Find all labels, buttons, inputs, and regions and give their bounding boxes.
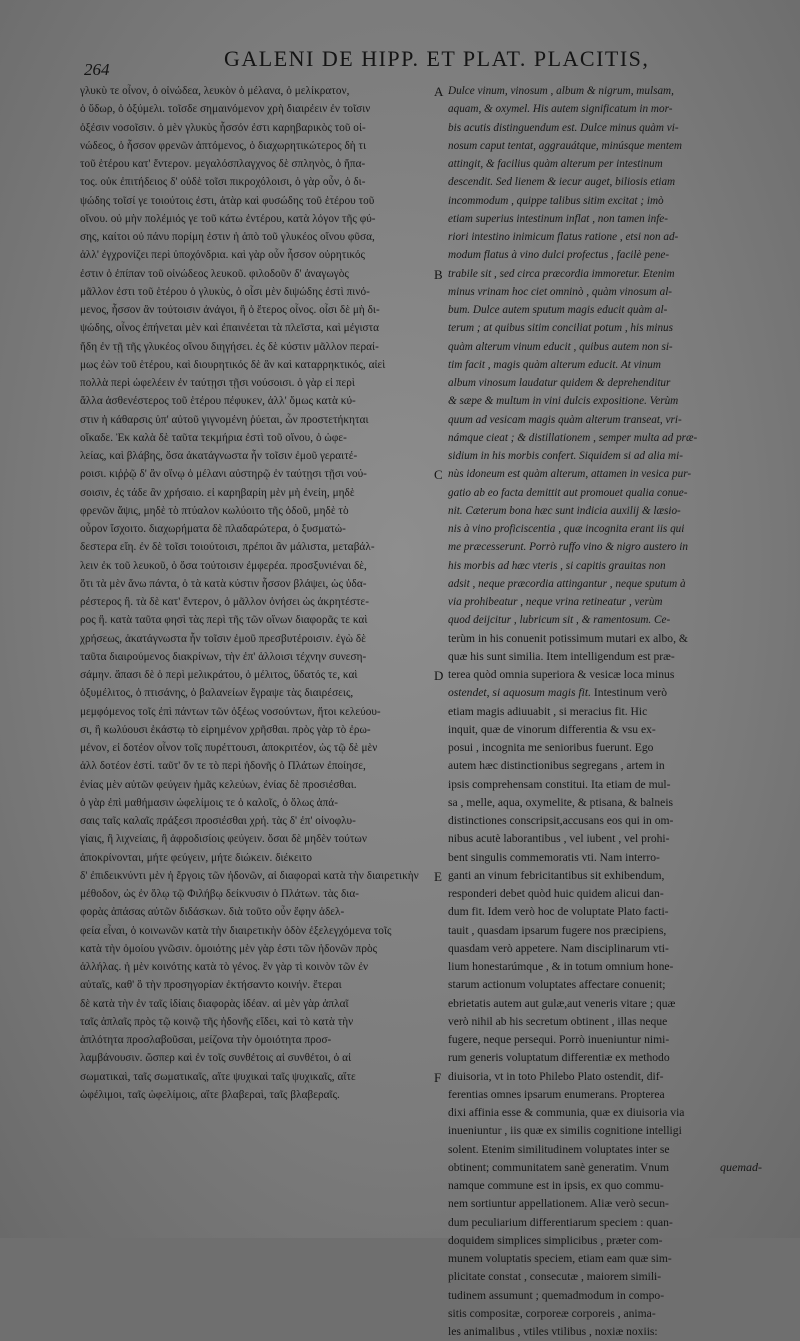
text-line: descendit. Sed lienem & iecur auget, biliosis etiam — [448, 176, 676, 189]
text-line: & sæpe & multum in vini dulcis expositione. Verùm — [448, 395, 679, 408]
text-line: adsit , neque præcordia attingantur , neque sputum à — [448, 577, 686, 590]
text-line: ὀξυμέλιτος, ὁ πτισάνης, ὁ βαλανείων ἔγραψε τὰς διαιρέσεις, — [80, 687, 354, 700]
text-line: quod deijcitur , lubricum sit , & ramentosum. Ce- — [448, 614, 671, 627]
text-line: ὅτι τὰ μὲν ἄνω πάντα, ὁ τὰ κατὰ κύστιν ἧσσον βλάψει, ὡς ὑδα- — [80, 577, 367, 590]
text-line: terùm in his conuenit potissimum mutari ex albo, & — [448, 631, 688, 645]
text-line: quæ his sunt similia. Item intelligendum est præ- — [448, 649, 675, 663]
text-line: plicitate constat , consecutæ , maiorem simili- — [448, 1270, 662, 1284]
text-line: φορὰς ἁπάσας αὐτῶν διδάσκων. διὰ τοῦτο οὖν ἔφην ἀδελ- — [80, 906, 345, 919]
text-line: μένον, εἰ δοτέον οἶνον τοῖς πυρέττουσι, ἀποκριτέον, ὡς τῷ δὲ μὲν — [80, 742, 378, 754]
text-line: obtinent; communitatem sanè generatim. Vnum — [448, 1160, 669, 1174]
text-line: ὀξέσιν νοσοῖσιν. ὁ μὲν γλυκὺς ἧσσόν ἐστι καρηβαρικὸς τοῦ οἰ- — [80, 121, 366, 134]
text-line: munem voluptatis speciem, etiam eam quæ sim- — [448, 1252, 672, 1265]
text-line: ἀποκρίνονται, μήτε φεύγειν, μήτε διώκειν. διέκειτο — [80, 851, 313, 864]
text-line: ἀλλήλας. ἡ μὲν κοινότης κατὰ τὸ γένος. ἓν γὰρ τὶ κοινὸν τῶν ἐν — [80, 961, 369, 973]
text-line: nem sortiuntur appellationem. Aliæ verò secun- — [448, 1197, 669, 1211]
text-line: μενος, ἧσσον ἂν τούτοισιν ἀνάγοι, ἢ ὁ ἕτερος οἶνος. οἷσι δὲ μὴ δι- — [80, 304, 380, 316]
text-line: ἀλλ' ἐγχρονίζει περὶ ὑποχόνδρια. καὶ γὰρ οὖν ἧσσον οὐρητικός — [80, 249, 365, 262]
text-line: πολλὰ περὶ ὠφελέειν ἐν ταύτῃσι τῇσι νούσοισι. ὁ γὰρ εἰ περὶ — [80, 377, 355, 389]
text-line: μέθοδον, ὡς ἐν ὅλῳ τῷ Φιλήβῳ δείκνυσιν ὁ Πλάτων. τὰς δια- — [80, 888, 360, 900]
text-line: sitis compositæ, corporeæ corporeis , anima- — [448, 1306, 656, 1320]
text-line: γλυκὺ τε οἶνον, ὁ οἰνώδεα, λευκὸν ὁ μέλανα, ὁ μελίκρατον, — [80, 85, 350, 97]
text-line: quàm alterum vinum educit , quibus autem non si- — [448, 340, 673, 353]
text-line: bum. Dulce autem sputum magis educit quàm al- — [448, 304, 668, 316]
text-line: trabile sit , sed circa præcordia immoretur. Etenim — [448, 267, 675, 280]
section-marker-d: D — [434, 668, 444, 683]
text-line: ἁπλότητα προσλαβοῦσαι, μείζονα τὴν ὁμοιότητα προσ- — [80, 1034, 332, 1046]
running-title: GALENI DE HIPP. ET PLAT. PLACITIS, — [224, 46, 650, 71]
text-line: ψώδης, οἶνος ἐπήνεται μὲν καὶ ἐπαινέεται τὰ πλεῖστα, καὶ μέγιστα — [80, 322, 380, 335]
text-line: incommodum , quippe talibus sitim excitat ; imò — [448, 194, 664, 207]
section-marker-a: A — [434, 84, 444, 99]
text-line: album vinosum laudatur quidem & deprehenditur — [448, 377, 671, 389]
latin-mixed-block — [448, 630, 773, 685]
text-line: ρέστερος ἢ. τὰ δὲ κατ' ἔντερον, ὁ μᾶλλον ὀνήσει ὡς ἀκρητέστε- — [80, 596, 370, 608]
section-marker-c: C — [434, 467, 443, 483]
text-line: tudinem assumunt ; quemadmodum in compo- — [448, 1288, 665, 1302]
text-line: αὐταῖς, καθ' ὃ τὴν προσηγορίαν ἐκτήσαντο κοινήν. ἕτεραι — [80, 979, 342, 992]
text-line: δὲ κατὰ τὴν ἐν ταῖς ἰδίαις διαφορὰς ἰδέαν. αἱ μὲν γὰρ ἁπλαῖ — [80, 997, 349, 1010]
text-line: σοισιν, ἐς τάδε ἂν χρήσαιο. εἰ καρηβαρίη μὲν μὴ ἐνείη, μηδὲ — [80, 486, 355, 499]
text-line: dum fit. Idem verò hoc de voluptate Plato facti- — [448, 905, 669, 919]
text-line: οἴκαδε. Ἐκ καλὰ δὲ ταῦτα τεκμήρια ἐστὶ τοῦ οἴνου, ὁ ὠφε- — [80, 431, 347, 444]
text-line: námque cieat ; & distillationem , semper multa ad præ- — [448, 431, 698, 444]
text-line: ροισι. κιῤῥῷ δ' ἂν οἴνῳ ὁ μέλανι αὐστηρῷ ἐν ταύτῃσι τῇσι νού- — [80, 468, 367, 481]
text-line: χρήσεως, ἀκατάγνωστα ἦν τοῖσιν ἐμοῦ πρεσβυτέροισιν. ἐγὼ δὲ — [80, 632, 366, 645]
text-line: sa , melle, aqua, oxymelite, & ptisana, & balneis — [448, 795, 674, 809]
text-line: κατὰ τὴν ὁμοίου γνῶσιν. ὁμοιότης μὲν γὰρ ἐστι τῶν ἡδονῶν πρὸς — [80, 942, 378, 955]
latin-roman-block — [448, 739, 773, 1341]
latin-transition-block — [448, 684, 773, 739]
text-line: στιν ἡ κάθαρσις ὑπ' αὐτοῦ γιγνομένη ῥύεται, ὧν προστετήκηται — [80, 413, 369, 426]
text-line: οὖρον ἴσχοιτο. διαχωρήματα δὲ πλαδαρώτερα, ὁ ξυσματώ- — [80, 523, 346, 535]
text-line: etiam magis adiuuabit , si meracius fit. Hic — [448, 704, 648, 718]
text-line: σι, ἢ κωλύουσι ἑκάστῳ τὸ εἰρημένον χρῆσθαι. πρὸς γὰρ τὸ ἐρω- — [80, 723, 371, 736]
text-line: μᾶλλον ἐστι τοῦ ἑτέρου ὁ γλυκὺς, ὁ οἷσι μὲν διψώδης ἐστὶ πινό- — [80, 285, 370, 298]
text-line: ἐνίας μὲν αὐτῶν φεύγειν ἡμᾶς κελεύων, ἐνίας δὲ προσιέσθαι. — [80, 778, 357, 791]
text-line: inueniuntur , iis quæ ex similis cognitione intelligi — [448, 1124, 682, 1138]
text-line: terum ; at quibus sitim conciliat potum , his minus — [448, 322, 673, 335]
text-line: me præcesserunt. Porrò ruffo vino & nigro austero in — [448, 541, 689, 554]
text-line: quasdam verò appetere. Nam disciplinarum vti- — [448, 941, 669, 955]
text-line: μεμφόμενος τοῖς ἐπὶ πάντων τῶν ὀξέως νοσούντων, ἤτοι κελεύου- — [80, 705, 381, 718]
text-line: verò nihil ab his secretum obtinent , illas neque — [448, 1014, 668, 1028]
section-marker-e: E — [434, 868, 442, 884]
section-marker-f: F — [434, 1069, 442, 1085]
text-line: lium honestarúmque , & in totum omnium hone- — [448, 960, 674, 973]
text-line: dum peculiarium differentiarum speciem : quan- — [448, 1215, 673, 1229]
greek-text-column — [80, 82, 434, 1104]
text-line: minus vrinam hoc ciet omninò , quàm vinosum al- — [448, 285, 673, 298]
text-line: λειν ἐκ τοῦ λευκοῦ, ὁ ὅσα τούτοισιν ἐμφερέα. προσξυνιέναι δὲ, — [80, 559, 367, 572]
text-line: σαις ταῖς καλαῖς πράξεσι προσιέσθαι χρή. τὰς δ' ἐπ' οἰνοφλυ- — [80, 815, 356, 827]
text-line: οἴνου. οὐ μὴν πολέμιός γε τοῦ κάτω ἐντέρου, κατὰ λόγον τῆς φύ- — [80, 212, 376, 225]
text-line: autem hæc distinctionibus segregans , artem in — [448, 759, 665, 773]
text-line-italic: ostendet, si aquosum magis fit. — [448, 686, 591, 700]
text-line: ταῖς ἁπλαῖς πρὸς τῷ κοινῷ τῆς ἡδονῆς εἴδει, καὶ τὸ κατὰ τὴν — [80, 1015, 354, 1028]
text-line: Dulce vinum, vinosum , album & nigrum, mulsam, — [448, 85, 674, 97]
text-line: δ' ἐπιδεικνύντι μὲν ἡ ἔργοις τῶν ἡδονῶν, αἱ διαφοραὶ κατὰ τὴν διαιρετικὴν — [80, 869, 419, 882]
text-line: λείας, καὶ βλάβης, ὅσα ἀκατάγνωστα ἦν τοῖσιν ἐμοῦ γεραιτέ- — [80, 450, 358, 462]
text-line: responderi debet quòd huic quidem alicui dan- — [448, 887, 664, 900]
text-line: τος. οὐκ ἐπιτήδειος δ' οὐδὲ τοῖσι πικροχόλοισι, ὁ γὰρ οὖν, ὁ δι- — [80, 176, 366, 189]
text-line: diuisoria, vt in toto Philebo Plato ostendit, dif- — [448, 1069, 664, 1083]
text-line: tauit , quasdam ipsarum fugere nos præcipiens, — [448, 923, 667, 937]
text-line: σάμην. ἅπασι δὲ ὁ περὶ μελικράτου, ὁ μέλιτος, ὕδατός τε, καὶ — [80, 669, 358, 681]
text-line: tim facit , magis quàm alterum educit. At vinum — [448, 358, 661, 371]
text-line — [448, 684, 773, 702]
text-line: ὠφέλιμοι, ταῖς ὠφελίμοις, αἵτε βλαβεραὶ, ταῖς βλαβεραῖς. — [80, 1088, 340, 1101]
text-line: ipsis comprehensam constitui. Ita etiam de mul- — [448, 777, 671, 791]
text-line: riori intestino inimicum flatus ratione , etsi non ad- — [448, 231, 679, 243]
text-line: σης, καίτοι οὐ πάνυ πορίμη ἐστιν ἡ ἀπὸ τοῦ γλυκέος οἴνου φῦσα, — [80, 231, 375, 243]
text-line: inquit, quæ de vinorum differentia & vsu ex- — [448, 722, 656, 736]
text-line: fugere, neque persequi. Porrò inueniuntur nimi- — [448, 1033, 670, 1046]
latin-text-column — [448, 82, 773, 1341]
text-line: ἀλλ δοτέον ἐστί. ταῦτ' ὅν τε τὸ περὶ ἡδονῆς ὁ Πλάτων ἐποίησε, — [80, 760, 366, 773]
text-line: ταῦτα διαιρούμενος διακρίνων, τὴν ἐπ' ἀλλοισι τέχνην συνεση- — [80, 650, 367, 663]
text-line: attingit, & facilius quàm alterum per intestinum — [448, 158, 663, 170]
text-line-roman: Intestinum verò — [593, 686, 667, 700]
text-line: ἐστιν ὁ ἐπίπαν τοῦ οἰνώδεος λευκοῦ. φιλοδοῦν δ' ἀναγωγὸς — [80, 267, 349, 280]
section-marker-b: B — [434, 266, 443, 282]
text-line: ὁ ὕδωρ, ὁ ὀξύμελι. τοῖσδε σημαινόμενον χρὴ διαιρέειν ἐν τοῖσιν — [80, 103, 371, 116]
catchword: quemad- — [720, 1160, 762, 1174]
text-line: φρενῶν ἅψις, μηδὲ τὸ πτύαλον κωλύοιτο τῆς ὁδοῦ, μηδὲ τὸ — [80, 504, 349, 517]
text-line: λαμβάνουσιν. ὥσπερ καὶ ἐν τοῖς συνθέτοις αἱ συνθέτοι, ὁ αἱ — [80, 1052, 352, 1065]
text-line: namque commune est in ipsis, ex quo commu- — [448, 1179, 664, 1192]
text-line: dixi affinia esse & communia, quæ ex diuisoria via — [448, 1106, 685, 1119]
text-line: quum ad vesicam magis quàm alterum transeat, vri- — [448, 413, 682, 426]
text-line: nit. Cæterum bona hæc sunt indicia auxilij & læsio- — [448, 504, 681, 517]
latin-italic-block — [448, 82, 773, 630]
text-line: nùs idoneum est quàm alterum, attamen in vesica pur- — [448, 468, 692, 481]
text-line: terea quòd omnia superiora & vesicæ loca minus — [448, 668, 675, 681]
text-line: gatio ab eo facta demittit aut promouet qualia conue- — [448, 486, 688, 499]
text-line: nosum caput tentat, aggrauátque, minúsque mentem — [448, 139, 682, 152]
text-line: his morbis ad hæc vteris , si capitis grauitas non — [448, 559, 666, 572]
text-line: ἤδη ἐν τῇ τῆς γλυκέος οἴνου διηγήσει. ἐς δὲ κύστιν μᾶλλον περαί- — [80, 340, 379, 353]
text-line: modum flatus à vino dulci profectus , facilè pene- — [448, 249, 670, 262]
text-line: φεία εἶναι, ὁ κοινωνῶν κατὰ τὴν διαιρετικὴν ὁδὸν ἐξελεγχόμενα τοῖς — [80, 924, 392, 937]
text-line: sidium in his morbis confert. Siquidem si ad alia mi- — [448, 450, 683, 462]
text-line: νώδεος, ὁ ἧσσον φρενῶν ἁπτόμενος, ὁ διαχωρητικώτερος δὴ τι — [80, 139, 367, 152]
text-line: etiam superius intestinum inflat , non tamen infe- — [448, 212, 669, 225]
text-line: ganti an vinum febricitantibus sit exhibendum, — [448, 868, 665, 882]
text-line: δεστερα εἴη. ἐν δὲ τοῖσι τοιούτοισι, πρέποι ἂν μάλιστα, μεταβάλ- — [80, 541, 375, 554]
page-header — [84, 42, 774, 82]
text-line: aquam, & oxymel. His autem significatum in mor- — [448, 103, 673, 116]
text-line: ebrietatis autem aut gulæ,aut veneris vitare ; quæ — [448, 996, 676, 1010]
text-line: les animalibus , vtiles vtilibus , noxiæ noxiis: — [448, 1325, 658, 1338]
text-line: nibus acutè laborantibus , vel iubent , vel prohi- — [448, 832, 670, 846]
text-line: ὁ γὰρ ἐπὶ μαθήμασιν ὠφελίμοις τε ὁ καλοῖς, ὁ ὅλως ἁπά- — [80, 796, 338, 809]
text-line: solent. Etenim similitudinem voluptates inter se — [448, 1142, 670, 1156]
text-line: starum actionum voluptates affectare conuenit; — [448, 978, 666, 992]
text-line: nis à vino proficiscentia , quæ incognita erant iis qui — [448, 523, 685, 535]
text-line: posui , incognita me senioribus fuerunt. Ego — [448, 741, 654, 754]
text-line: doquidem simplices simplicibus , præter com- — [448, 1233, 663, 1247]
text-line: μως ἐὼν τοῦ ἑτέρου, καὶ διουρητικός δὲ ἂν καὶ καταρρηκτικός, αἰεὶ — [80, 358, 386, 371]
text-line: γίαις, ἢ λιχνείαις, ἢ ἀφροδισίοις φεύγειν. ὅσαι δὲ μηδὲν τούτων — [80, 833, 367, 846]
text-line: ρος ἢ. κατὰ ταῦτα φησὶ τὰς περὶ τῆς τῶν οἴνων διαφορᾶς τε καὶ — [80, 614, 368, 627]
text-line: bis acutis distinguendum est. Dulce minus quàm vi- — [448, 121, 679, 134]
text-line: via prohibeatur , neque vrina retineatur , verùm — [448, 596, 663, 608]
text-line: σωματικαὶ, ταῖς σωματικαῖς, αἵτε ψυχικαὶ ταῖς ψυχικαῖς, αἵτε — [80, 1070, 356, 1083]
text-line: ψώδης τοῖσί γε τοιούτοις ἐστι, ἀτὰρ καὶ φυσώδης τοῦ ἑτέρου τοῦ — [80, 194, 375, 207]
page-number: 264 — [84, 60, 110, 79]
text-line: ἄλλα ἀσθενέστερος τοῦ ἑτέρου πέφυκεν, ἀλλ' ὅμως κατὰ κύ- — [80, 395, 356, 408]
text-line: bent singulis commemoratis vti. Nam interro- — [448, 850, 660, 864]
text-line: τοῦ ἑτέρου κατ' ἔντερον. μεγαλόσπλαγχνος δὲ σπληνὸς, ὁ ἥπα- — [80, 158, 366, 170]
text-line: distinctiones conscripsit,accusans eos qui in om- — [448, 814, 674, 827]
text-line: rum generis voluptatum differentiæ ex methodo — [448, 1051, 670, 1065]
text-line: ferentias omnes ipsarum enumerans. Propterea — [448, 1087, 665, 1101]
